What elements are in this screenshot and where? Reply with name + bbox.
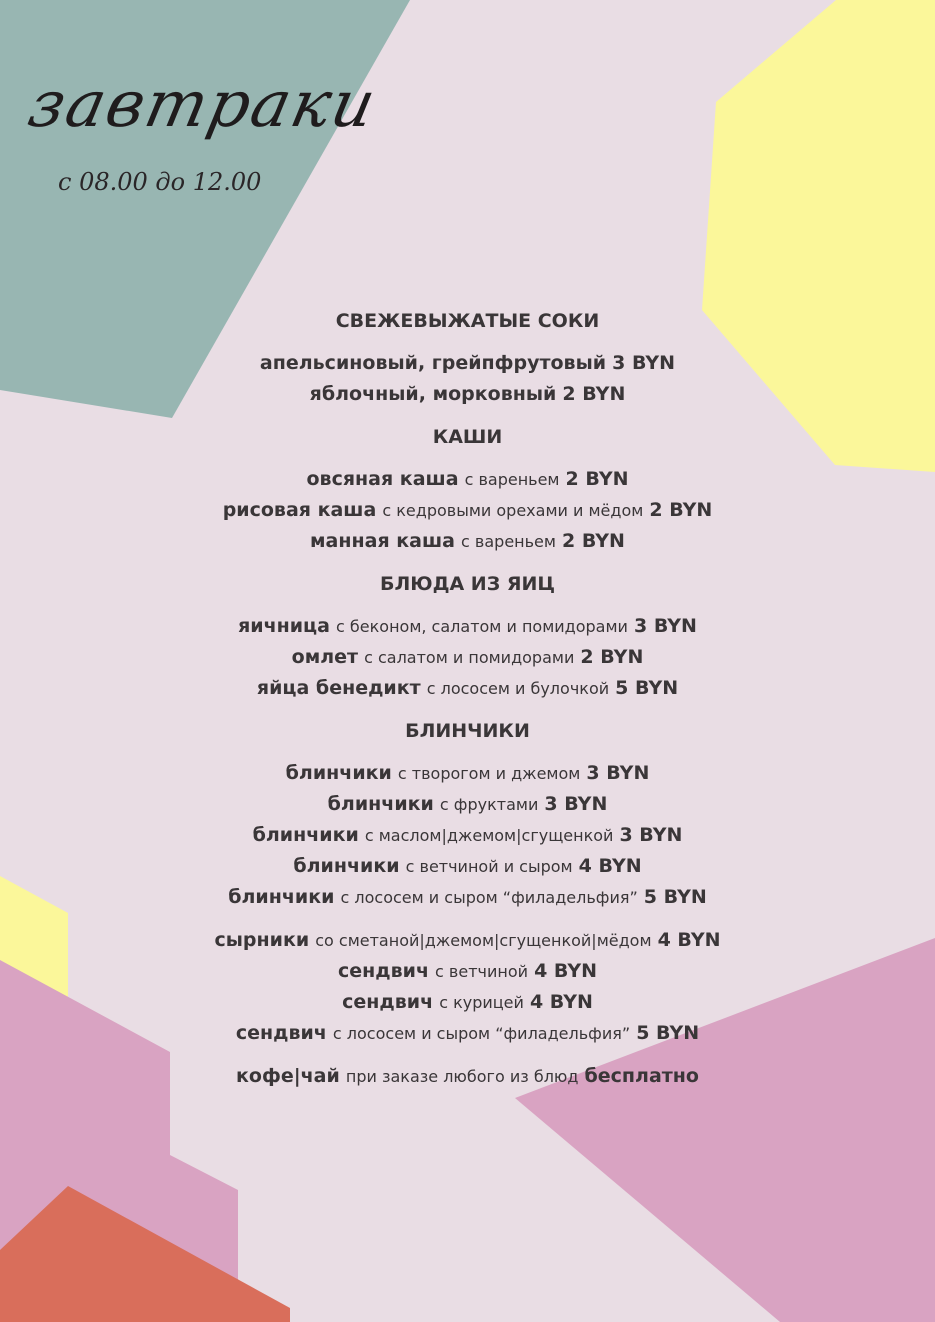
menu-item [0,611,935,642]
item-name: блинчики [293,855,400,877]
item-name: блинчики [228,886,335,908]
item-price: 2 BYN [565,468,629,490]
menu-item [0,851,935,882]
item-description: с ветчиной [435,962,529,981]
menu-hours: с 08.00 до 12.00 [58,168,262,196]
menu-item [0,526,935,557]
item-name: блинчики [285,762,392,784]
section-title-pancakes: БЛИНЧИКИ [405,720,530,742]
item-price: 5 BYN [643,886,707,908]
menu-content [0,300,935,1092]
item-description: при заказе любого из блюд [345,1067,579,1086]
menu-item [0,758,935,789]
menu-item [0,882,935,913]
menu-item [0,925,935,956]
section-title-porridge: КАШИ [432,426,503,448]
item-price: 2 BYN [580,646,644,668]
menu-item [0,673,935,704]
item-description: с лососем и булочкой [426,679,610,698]
menu-item [0,789,935,820]
item-price: 2 BYN [562,383,626,405]
item-price: 3 BYN [612,352,676,374]
menu-item [0,464,935,495]
item-price: 4 BYN [534,960,598,982]
item-description: с вареньем [461,532,556,551]
item-name: омлет [291,646,359,668]
menu-item [0,379,935,410]
item-name: апельсиновый, грейпфрутовый [259,352,607,374]
item-description: с курицей [439,993,524,1012]
item-price: 4 BYN [529,991,593,1013]
item-name: рисовая каша [222,499,377,521]
section-title-juices: СВЕЖЕВЫЖАТЫЕ СОКИ [335,310,600,332]
item-name: блинчики [327,793,434,815]
item-name: блинчики [252,824,359,846]
item-description: с ветчиной и сыром [405,857,573,876]
item-price: 4 BYN [578,855,642,877]
menu-item [0,987,935,1018]
item-price: 3 BYN [619,824,683,846]
item-name: яичница [238,615,330,637]
item-name: кофе|чай [236,1065,340,1087]
item-name: яблочный, морковный [309,383,557,405]
menu-item [0,956,935,987]
item-description: с кедровыми орехами и мёдом [382,501,644,520]
item-price: 3 BYN [633,615,697,637]
item-price: 2 BYN [649,499,713,521]
menu-item [0,642,935,673]
item-name: яйца бенедикт [256,677,421,699]
item-price: 5 BYN [615,677,679,699]
item-price: бесплатно [584,1065,699,1087]
item-description: с лососем и сыром “филадельфия” [332,1024,631,1043]
item-name: сырники [214,929,310,951]
item-description: со сметаной|джемом|сгущенкой|мёдом [315,931,652,950]
item-name: сендвич [235,1022,327,1044]
item-description: с лососем и сыром “филадельфия” [340,888,638,907]
item-name: сендвич [337,960,429,982]
section-title-eggs: БЛЮДА ИЗ ЯИЦ [380,573,555,595]
item-name: сендвич [342,991,434,1013]
item-name: манная каша [310,530,455,552]
item-price: 3 BYN [586,762,650,784]
menu-item [0,495,935,526]
item-description: с фруктами [439,795,539,814]
item-price: 5 BYN [636,1022,700,1044]
item-description: с салатом и помидорами [364,648,575,667]
menu-item [0,348,935,379]
menu-item [0,1018,935,1049]
menu-item [0,820,935,851]
item-price: 3 BYN [544,793,608,815]
item-price: 2 BYN [562,530,625,552]
item-description: с беконом, салатом и помидорами [336,617,628,636]
footer-note [0,1061,935,1092]
item-description: с маслом|джемом|сгущенкой [364,826,614,845]
item-description: с вареньем [464,470,560,489]
item-name: овсяная каша [306,468,459,490]
item-description: с творогом и джемом [397,764,581,783]
item-price: 4 BYN [657,929,721,951]
menu-title: завтраки [22,68,384,142]
